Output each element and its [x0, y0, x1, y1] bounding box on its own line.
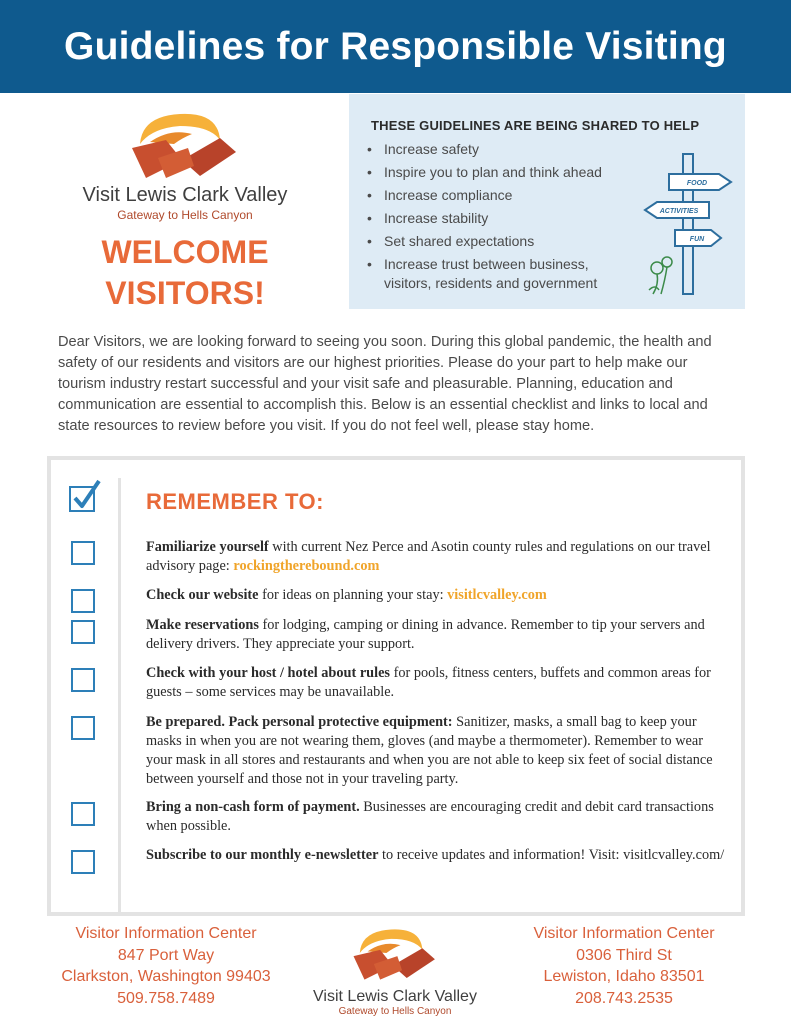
logo-tagline: Gateway to Hells Canyon: [338, 1006, 452, 1017]
logo-tagline: Gateway to Hells Canyon: [117, 208, 253, 222]
visit-lcv-logo-footer: [305, 918, 485, 1022]
center-phone: 208.743.2535: [575, 989, 673, 1007]
guidelines-panel: [349, 94, 745, 309]
checklist-item-3: [146, 616, 731, 654]
item-text: for lodging, camping or dining in advance. Remember to tip your servers and delivery drivers. They appreciate your support.: [146, 617, 705, 652]
guidelines-list: [367, 140, 634, 297]
guideline-item: • Inspire you to plan and think ahead: [367, 163, 634, 182]
sign-food: FOOD: [686, 180, 708, 187]
visitor-center-clarkston: [46, 923, 286, 1009]
center-street: 847 Port Way: [117, 946, 215, 964]
page-title: Guidelines for Responsible Visiting: [64, 25, 727, 68]
sign-fun: FUN: [689, 236, 705, 243]
checklist-item-2: [146, 586, 731, 605]
sign-activities: ACTIVITIES: [659, 208, 699, 215]
checklist-item-7: [146, 846, 731, 865]
guidelines-title: THESE GUIDELINES ARE BEING SHARED TO HELP: [371, 118, 700, 133]
item-bold: Bring a non-cash form of payment.: [146, 799, 360, 815]
checklist-item-5: [146, 713, 731, 789]
item-text: for pools, fitness centers, buffets and common areas for guests – some services may be unavailable.: [146, 665, 711, 700]
checklist-divider: [118, 478, 121, 912]
checkbox-1[interactable]: [71, 541, 95, 565]
intro-paragraph: Dear Visitors, we are looking forward to seeing you soon. During this global pandemic, the health and safety of our residents and visitors are our highest priorities. Please do your part to help make our tourism industry restart successful and your visit safe and pleasurable. Planning, education and communication are essential to accomplish this. Below is an essential checklist and links to local and state resources to review before you visit. If you do not feel well, please stay home.: [58, 334, 712, 434]
logo-name: Visit Lewis Clark Valley: [82, 184, 288, 206]
checkbox-7[interactable]: [71, 850, 95, 874]
item-bold: Make reservations: [146, 617, 259, 633]
guideline-item: • Increase stability: [367, 209, 634, 228]
center-phone: 509.758.7489: [117, 989, 215, 1007]
guideline-item: • Increase safety: [367, 140, 634, 159]
welcome-heading: [70, 232, 300, 314]
welcome-line-2: VISITORS!: [105, 275, 265, 311]
checkbox-5[interactable]: [71, 716, 95, 740]
welcome-line-1: WELCOME: [101, 234, 269, 270]
checkbox-6[interactable]: [71, 802, 95, 826]
item-bold: Familiarize yourself: [146, 539, 269, 555]
rockingtherebound-link[interactable]: rockingtherebound.com: [233, 558, 380, 574]
checklist-item-4: [146, 664, 731, 702]
visit-lcv-logo: [70, 104, 300, 228]
item-text: Businesses are encouraging credit and debit card transactions when possible.: [146, 799, 714, 834]
center-city: Lewiston, Idaho 83501: [543, 968, 705, 985]
guideline-item: • Increase compliance: [367, 186, 634, 205]
checkbox-2[interactable]: [71, 589, 95, 613]
item-text: for ideas on planning your stay:: [258, 587, 448, 603]
checked-box-icon: [67, 478, 103, 514]
item-bold: Check with your host / hotel about rules: [146, 665, 390, 681]
visitor-center-lewiston: [504, 923, 744, 1009]
center-title: Visitor Information Center: [533, 925, 715, 942]
checkbox-3[interactable]: [71, 620, 95, 644]
checkbox-4[interactable]: [71, 668, 95, 692]
canyon-sun-logo-icon: [70, 104, 300, 184]
signpost-icon: [639, 150, 739, 298]
item-bold: Check our website: [146, 587, 259, 603]
guideline-item: • Set shared expectations: [367, 232, 634, 251]
checklist-item-6: [146, 798, 731, 836]
item-bold: Subscribe to our monthly e-newsletter: [146, 847, 379, 863]
item-bold: Be prepared. Pack personal protective equipment:: [146, 714, 453, 730]
center-street: 0306 Third St: [576, 946, 672, 964]
item-text: Sanitizer, masks, a small bag to keep your masks in when you are not wearing them, gloves (and maybe a thermometer). Remember to wear your mask in all stores and restaurants and when you are not able to keep six feet of social distance between yourself and those not in your traveling party.: [146, 714, 713, 787]
visitlcvalley-link[interactable]: visitlcvalley.com: [447, 587, 547, 603]
item-text: with current Nez Perce and Asotin county rules and regulations on our travel advisory page:: [146, 539, 711, 574]
canyon-sun-logo-icon: [305, 918, 485, 988]
guideline-item: • Increase trust between business, visitors, residents and government: [367, 255, 634, 293]
remember-heading: REMEMBER TO:: [146, 489, 324, 514]
center-city: Clarkston, Washington 99403: [61, 968, 271, 985]
checklist-item-1: [146, 538, 731, 576]
page-header: [0, 0, 791, 93]
center-title: Visitor Information Center: [75, 925, 257, 942]
checklist-panel: [47, 456, 745, 916]
item-text: to receive updates and information! Visit: visitlcvalley.com/: [378, 847, 725, 863]
logo-name: Visit Lewis Clark Valley: [313, 988, 477, 1005]
